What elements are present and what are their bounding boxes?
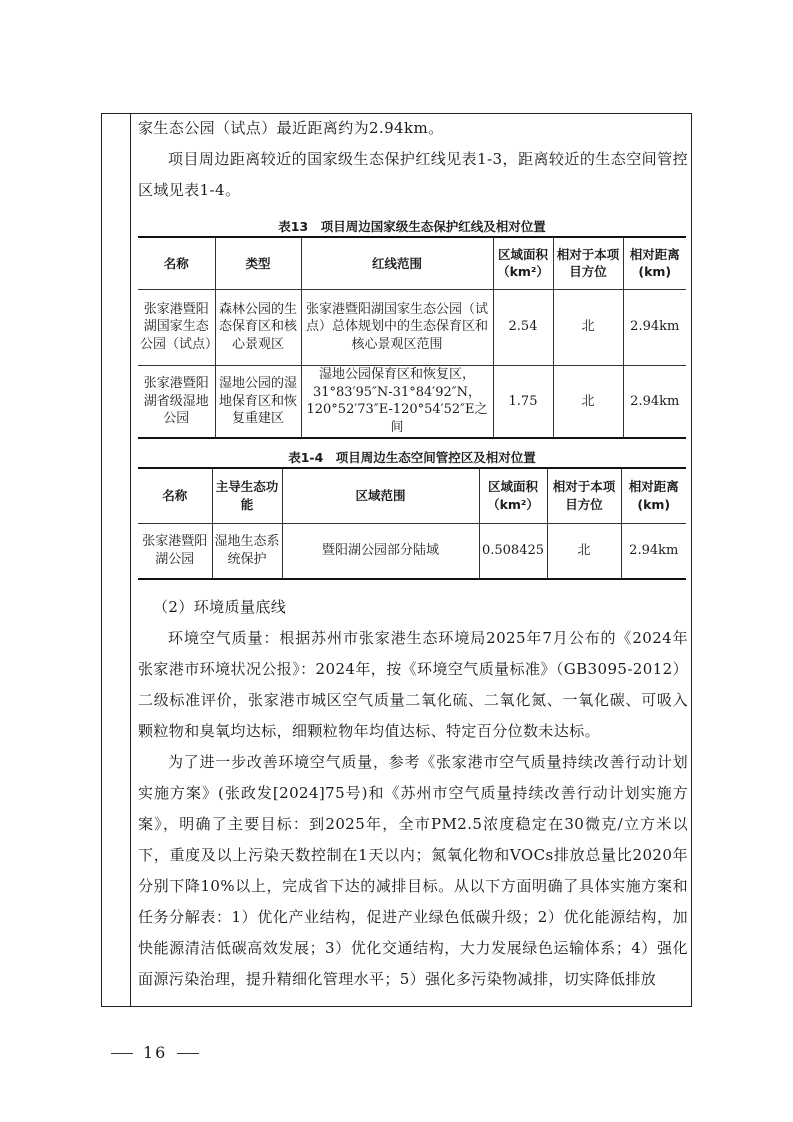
cell-range: 暨阳湖公园部分陆域 [282,523,479,579]
table13 [138,236,686,439]
header-distance: 相对距离(km) [621,468,686,523]
cell-name: 张家港暨阳湖省级湿地公园 [138,365,215,438]
header-area: 区域面积（km²） [493,237,553,289]
header-region-range: 区域范围 [282,468,479,523]
paragraph-continuation: 家生态公园（试点）最近距离约为2.94km。 [138,119,444,137]
paragraph-air-quality: 环境空气质量：根据苏州市张家港生态环境局2025年7月公布的《2024年张家港市环境状况公报》：2024年，按《环境空气质量标准》（GB3095-2012）二级标准评价，张家港市城区空气质量二氧化硫、二氧化氮、一氧化碳、可吸入颗粒物和臭氧均达标，细颗粒物年均值达标、特定百分位数未达标。 [138,629,688,740]
dash-right [177,1053,199,1054]
page-number [101,1043,209,1062]
table-row [138,523,686,579]
header-function: 主导生态功能 [212,468,282,523]
cell-distance: 2.94km [623,289,686,365]
table14-caption: 表1-4 项目周边生态空间管控区及相对位置 [288,450,536,465]
cell-function: 湿地生态系统保护 [212,523,282,579]
cell-range: 张家港暨阳湖国家生态公园（试点）总体规划中的生态保育区和核心景观区范围 [301,289,493,365]
cell-name: 张家港暨阳湖国家生态公园（试点） [138,289,215,365]
table13-header-row [138,237,686,289]
table-row [138,365,686,438]
cell-direction: 北 [553,365,623,438]
cell-type: 森林公园的生态保育区和核心景观区 [215,289,301,365]
cell-area: 1.75 [493,365,553,438]
paragraph-improvement-plan: 为了进一步改善环境空气质量，参考《张家港市空气质量持续改善行动计划实施方案》(张政发[2024]75号)和《苏州市空气质量持续改善行动计划实施方案》，明确了主要目标：到2025年，全市PM2.5浓度稳定在30微克/立方米以下，重度及以上污染天数控制在1天以内；氮氧化物和VOCs排放总量比2020年分别下降10%以上，完成省下达的减排目标。从以下方面明确了具体实施方案和任务分解表：1）优化产业结构，促进产业绿色低碳升级；2）优化能源结构，加快能源清洁低碳高效发展；3）优化交通结构，大力发展绿色运输体系；4）强化面源污染治理，提升精细化管理水平；5）强化多污染物减排，切实降低排放 [138,753,688,988]
cell-type: 湿地公园的湿地保育区和恢复重建区 [215,365,301,438]
body-text-top [138,113,688,206]
table14 [138,467,686,580]
body-text-bottom [138,592,688,995]
header-type: 类型 [215,237,301,289]
header-redline-range: 红线范围 [301,237,493,289]
header-name: 名称 [138,237,215,289]
frame-divider [130,113,131,1007]
header-direction: 相对于本项目方位 [547,468,621,523]
header-distance: 相对距离(km) [623,237,686,289]
cell-area: 0.508425 [479,523,547,579]
page-number-text: 16 [143,1043,168,1062]
dash-left [111,1053,133,1054]
cell-name: 张家港暨阳湖公园 [138,523,212,579]
section-heading: （2）环境质量底线 [153,598,287,616]
table13-caption: 表13 项目周边国家级生态保护红线及相对位置 [278,219,546,234]
cell-distance: 2.94km [621,523,686,579]
table14-header-row [138,468,686,523]
cell-direction: 北 [547,523,621,579]
header-direction: 相对于本项目方位 [553,237,623,289]
cell-range: 湿地公园保育区和恢复区，31°83′95″N-31°84′92″N，120°52′73″E-120°54′52″E之间 [301,365,493,438]
cell-direction: 北 [553,289,623,365]
paragraph-table-reference: 项目周边距离较近的国家级生态保护红线见表1-3，距离较近的生态空间管控区域见表1-4。 [138,150,688,199]
table-row [138,289,686,365]
cell-area: 2.54 [493,289,553,365]
header-name: 名称 [138,468,212,523]
cell-distance: 2.94km [623,365,686,438]
header-area: 区域面积（km²） [479,468,547,523]
